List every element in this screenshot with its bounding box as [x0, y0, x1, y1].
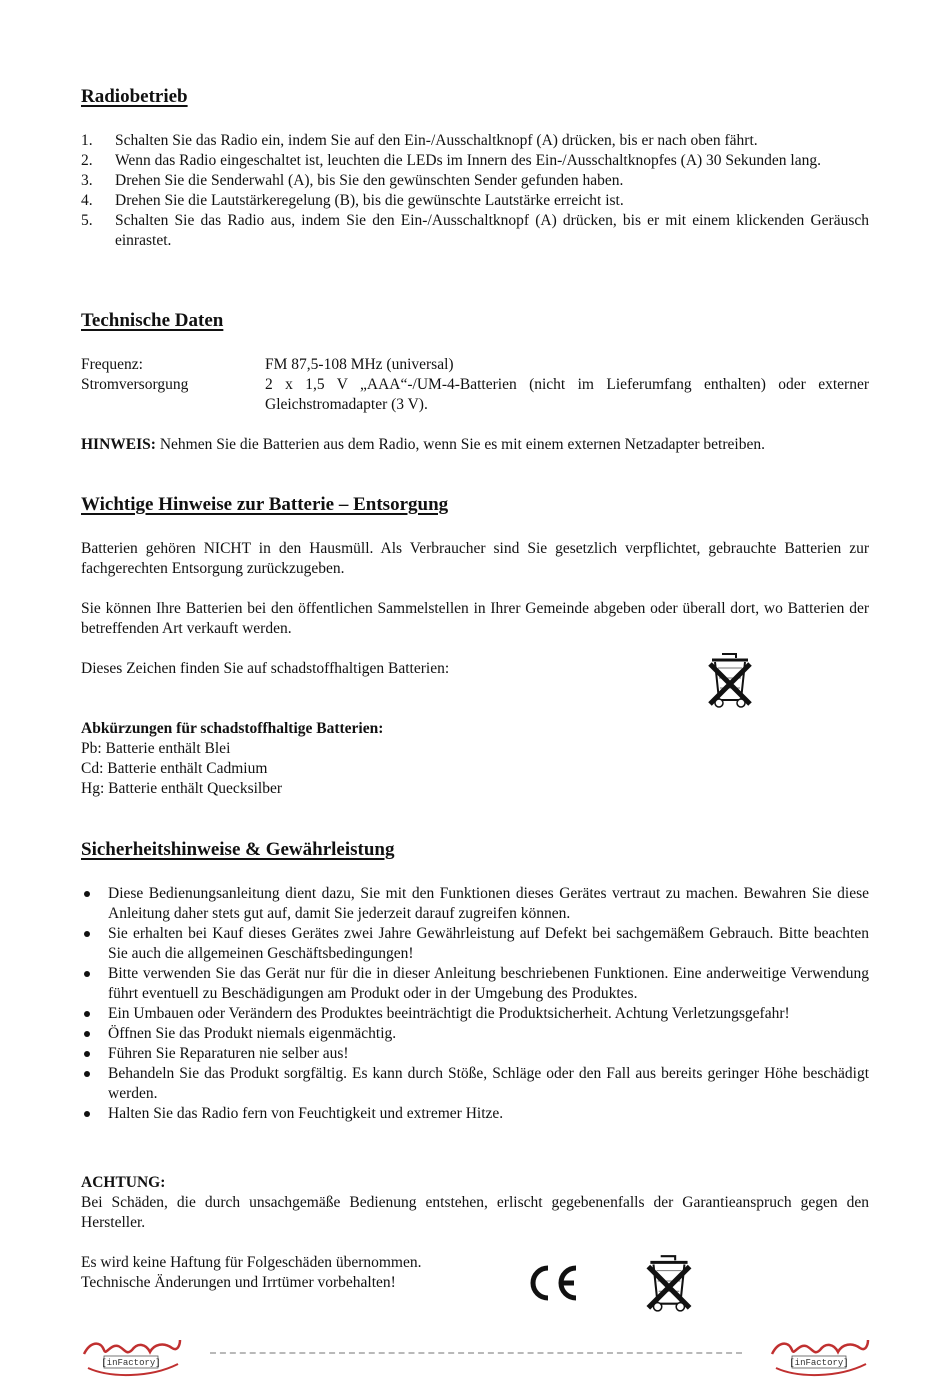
- crossed-bin-icon: [641, 1250, 699, 1314]
- svg-text:[inFactory]: [inFactory]: [789, 1358, 849, 1368]
- list-item: Cd: Batterie enthält Cadmium: [81, 760, 268, 777]
- list-item: Führen Sie Reparaturen nie selber aus!: [81, 1044, 869, 1064]
- tech-row-power: Stromversorgung 2 x 1,5 V „AAA“-/UM-4-Batterien (nicht im Lieferumfang enthalten) oder externer Gleichstromadapter (3 V).: [81, 376, 869, 413]
- list-item: Öffnen Sie das Produkt niemals eigenmächtig.: [81, 1024, 869, 1044]
- list-item: 1. Schalten Sie das Radio ein, indem Sie auf den Ein-/Ausschaltknopf (A) drücken, bis er nach oben fährt.: [81, 132, 758, 149]
- list-item: Diese Bedienungsanleitung dient dazu, Sie mit den Funktionen dieses Gerätes vertraut zu machen. Bewahren Sie diese Anleitung daher stets gut auf, damit Sie jederzeit darauf zugreifen können.: [81, 884, 869, 924]
- list-item: 4. Drehen Sie die Lautstärkeregelung (B), bis die gewünschte Lautstärke erreicht ist.: [81, 192, 624, 209]
- ce-mark-icon: [526, 1264, 580, 1302]
- closing-notes: Es wird keine Haftung für Folgeschäden übernommen. Technische Änderungen und Irrtümer vorbehalten!: [81, 1254, 422, 1291]
- tech-table: [81, 355, 869, 415]
- list-item: Ein Umbauen oder Verändern des Produktes beeinträchtigt die Produktsicherheit. Achtung Verletzungsgefahr!: [81, 1004, 869, 1024]
- achtung-block: ACHTUNG: Bei Schäden, die durch unsachgemäße Bedienung entstehen, erlischt gegebenenfalls der Garantieanspruch gegen den Hersteller.: [81, 1174, 869, 1231]
- footer-divider: [210, 1352, 742, 1354]
- list-item: 5. Schalten Sie das Radio aus, indem Sie den Ein-/Ausschaltknopf (A) drücken, bis er mit einem klickenden Geräusch einrastet.: [81, 212, 869, 249]
- infactory-logo: [768, 1334, 872, 1382]
- svg-text:[inFactory]: [inFactory]: [101, 1358, 161, 1368]
- crossed-bin-icon: [704, 648, 758, 710]
- list-item: Sie erhalten bei Kauf dieses Gerätes zwei Jahre Gewährleistung auf Defekt bei sachgemäßem Gebrauch. Bitte beachten Sie auch die allgemeinen Geschäftsbedingungen!: [81, 924, 869, 964]
- list-item: Bitte verwenden Sie das Gerät nur für die in dieser Anleitung beschriebenen Funktionen. Eine anderweitige Verwendung führt eventuell zu Beschädigungen am Produkt oder in der Umgebung des Produktes.: [81, 964, 869, 1004]
- section-heading-radio: Radiobetrieb: [81, 86, 188, 107]
- battery-paragraph-2: Sie können Ihre Batterien bei den öffentlichen Sammelstellen in Ihrer Gemeinde abgeben oder überall dort, wo Batterien der betreffenden Art verkauft werden.: [81, 600, 869, 637]
- list-item: Hg: Batterie enthält Quecksilber: [81, 780, 283, 797]
- list-item: Behandeln Sie das Produkt sorgfältig. Es kann durch Stöße, Schläge oder den Fall aus bereits geringer Höhe beschädigt werden.: [81, 1064, 869, 1104]
- safety-bullets: [81, 884, 869, 1124]
- list-item: Pb: Batterie enthält Blei: [81, 740, 231, 757]
- list-item: Halten Sie das Radio fern von Feuchtigkeit und extremer Hitze.: [81, 1104, 869, 1124]
- battery-paragraph-3: Dieses Zeichen finden Sie auf schadstoffhaltigen Batterien:: [81, 660, 450, 677]
- list-item: 2. Wenn das Radio eingeschaltet ist, leuchten die LEDs im Innern des Ein-/Ausschaltknopfes (A) 30 Sekunden lang.: [81, 152, 821, 169]
- section-heading-battery: Wichtige Hinweise zur Batterie – Entsorgung: [81, 494, 449, 515]
- infactory-logo: [80, 1334, 184, 1382]
- tech-row-frequency: Frequenz: FM 87,5-108 MHz (universal): [81, 356, 454, 373]
- radio-steps: [81, 131, 869, 251]
- tech-note: HINWEIS: Nehmen Sie die Batterien aus dem Radio, wenn Sie es mit einem externen Netzadapter betreiben.: [81, 436, 765, 453]
- battery-paragraph-1: Batterien gehören NICHT in den Hausmüll. Als Verbraucher sind Sie gesetzlich verpflichtet, gebrauchte Batterien zur fachgerechten Entsorgung zurückzugeben.: [81, 540, 869, 577]
- abbreviations: Abkürzungen für schadstoffhaltige Batterien: Pb: Batterie enthält Blei Cd: Batterie enthält Cadmium Hg: Batterie enthält Quecksilber: [81, 719, 869, 799]
- section-heading-safety: Sicherheitshinweise & Gewährleistung: [81, 839, 395, 860]
- section-heading-tech: Technische Daten: [81, 310, 224, 331]
- list-item: 3. Drehen Sie die Senderwahl (A), bis Sie den gewünschten Sender gefunden haben.: [81, 172, 624, 189]
